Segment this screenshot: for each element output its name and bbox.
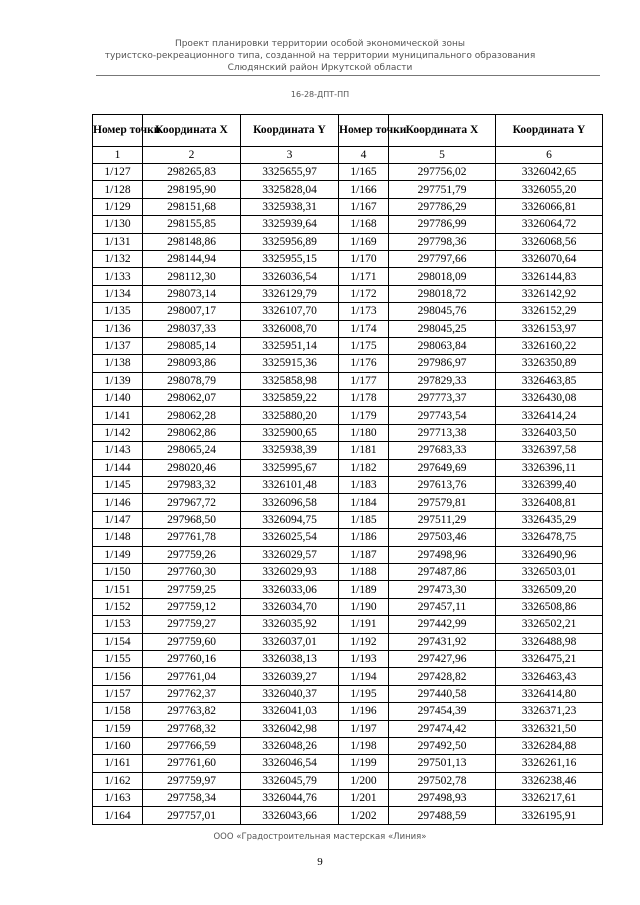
cell-coordinate-y: 3326096,58 — [241, 494, 339, 511]
table-row — [93, 546, 603, 563]
cell-coordinate-y: 3326397,58 — [496, 442, 603, 459]
table-row — [93, 216, 603, 233]
cell-coordinate-x: 297761,04 — [143, 668, 241, 685]
cell-coordinate-x: 297613,76 — [389, 477, 496, 494]
table-row — [93, 494, 603, 511]
cell-coordinate-x: 298144,94 — [143, 250, 241, 267]
cell-point-number: 1/176 — [339, 355, 389, 372]
table-row — [93, 511, 603, 528]
cell-point-number: 1/168 — [339, 216, 389, 233]
header-point-number: Номер точки — [339, 115, 389, 147]
cell-coordinate-x: 298045,25 — [389, 320, 496, 337]
cell-coordinate-y: 3326042,98 — [241, 720, 339, 737]
cell-coordinate-y: 3325915,36 — [241, 355, 339, 372]
cell-coordinate-y: 3326039,27 — [241, 668, 339, 685]
cell-coordinate-y: 3326475,21 — [496, 650, 603, 667]
cell-point-number: 1/137 — [93, 337, 143, 354]
cell-coordinate-y: 3326034,70 — [241, 598, 339, 615]
cell-coordinate-x: 297762,37 — [143, 685, 241, 702]
header-divider — [96, 75, 600, 76]
cell-coordinate-x: 297487,86 — [389, 563, 496, 580]
cell-point-number: 1/181 — [339, 442, 389, 459]
cell-coordinate-x: 297797,66 — [389, 250, 496, 267]
cell-point-number: 1/198 — [339, 737, 389, 754]
cell-coordinate-y: 3326040,37 — [241, 685, 339, 702]
cell-point-number: 1/143 — [93, 442, 143, 459]
cell-coordinate-y: 3326408,81 — [496, 494, 603, 511]
cell-point-number: 1/189 — [339, 581, 389, 598]
table-row — [93, 181, 603, 198]
table-row — [93, 459, 603, 476]
column-number-row — [93, 147, 603, 164]
cell-point-number: 1/155 — [93, 650, 143, 667]
cell-point-number: 1/192 — [339, 633, 389, 650]
cell-coordinate-x: 297968,50 — [143, 511, 241, 528]
coordinates-table — [92, 114, 603, 825]
cell-point-number: 1/154 — [93, 633, 143, 650]
cell-coordinate-y: 3326043,66 — [241, 807, 339, 824]
cell-coordinate-x: 297760,30 — [143, 563, 241, 580]
cell-point-number: 1/136 — [93, 320, 143, 337]
cell-coordinate-y: 3326261,16 — [496, 755, 603, 772]
cell-coordinate-x: 298148,86 — [143, 233, 241, 250]
cell-coordinate-x: 297713,38 — [389, 424, 496, 441]
cell-coordinate-y: 3325858,98 — [241, 372, 339, 389]
cell-point-number: 1/146 — [93, 494, 143, 511]
cell-coordinate-y: 3325655,97 — [241, 164, 339, 181]
cell-coordinate-y: 3326068,56 — [496, 233, 603, 250]
cell-point-number: 1/180 — [339, 424, 389, 441]
cell-point-number: 1/171 — [339, 268, 389, 285]
cell-coordinate-y: 3326509,20 — [496, 581, 603, 598]
header-line-2: туристско-рекреационного типа, созданной на территории муниципального образования — [104, 51, 536, 61]
cell-point-number: 1/183 — [339, 477, 389, 494]
cell-point-number: 1/175 — [339, 337, 389, 354]
cell-coordinate-y: 3326238,46 — [496, 772, 603, 789]
cell-point-number: 1/166 — [339, 181, 389, 198]
cell-point-number: 1/131 — [93, 233, 143, 250]
cell-point-number: 1/128 — [93, 181, 143, 198]
cell-point-number: 1/165 — [339, 164, 389, 181]
cell-point-number: 1/158 — [93, 703, 143, 720]
cell-coordinate-x: 298093,86 — [143, 355, 241, 372]
cell-point-number: 1/164 — [93, 807, 143, 824]
cell-coordinate-y: 3326321,50 — [496, 720, 603, 737]
cell-coordinate-y: 3326430,08 — [496, 390, 603, 407]
column-number: 5 — [389, 147, 496, 164]
cell-coordinate-x: 297751,79 — [389, 181, 496, 198]
cell-coordinate-x: 298045,76 — [389, 303, 496, 320]
header-point-number: Номер точки — [93, 115, 143, 147]
cell-coordinate-y: 3326478,75 — [496, 529, 603, 546]
cell-point-number: 1/145 — [93, 477, 143, 494]
cell-point-number: 1/169 — [339, 233, 389, 250]
cell-coordinate-y: 3326488,98 — [496, 633, 603, 650]
cell-coordinate-x: 297474,42 — [389, 720, 496, 737]
cell-coordinate-y: 3326144,83 — [496, 268, 603, 285]
cell-point-number: 1/200 — [339, 772, 389, 789]
cell-coordinate-y: 3326399,40 — [496, 477, 603, 494]
cell-point-number: 1/178 — [339, 390, 389, 407]
table-row — [93, 390, 603, 407]
cell-point-number: 1/188 — [339, 563, 389, 580]
cell-coordinate-x: 297427,96 — [389, 650, 496, 667]
cell-coordinate-y: 3326044,76 — [241, 790, 339, 807]
cell-coordinate-y: 3326048,26 — [241, 737, 339, 754]
cell-coordinate-y: 3326025,54 — [241, 529, 339, 546]
header-coordinate-y: Координата Y — [496, 115, 603, 147]
cell-point-number: 1/199 — [339, 755, 389, 772]
header-coordinate-x: Координата X — [143, 115, 241, 147]
table-row — [93, 337, 603, 354]
cell-coordinate-y: 3326055,20 — [496, 181, 603, 198]
cell-point-number: 1/140 — [93, 390, 143, 407]
cell-coordinate-y: 3326435,29 — [496, 511, 603, 528]
column-number: 3 — [241, 147, 339, 164]
cell-coordinate-x: 297498,93 — [389, 790, 496, 807]
table-row — [93, 737, 603, 754]
cell-coordinate-x: 298018,09 — [389, 268, 496, 285]
cell-point-number: 1/177 — [339, 372, 389, 389]
cell-coordinate-y: 3326403,50 — [496, 424, 603, 441]
cell-coordinate-x: 297786,29 — [389, 198, 496, 215]
header-line-3: Слюдянский район Иркутской области — [227, 63, 413, 73]
cell-coordinate-y: 3325828,04 — [241, 181, 339, 198]
cell-coordinate-y: 3325995,67 — [241, 459, 339, 476]
cell-point-number: 1/150 — [93, 563, 143, 580]
cell-point-number: 1/151 — [93, 581, 143, 598]
cell-point-number: 1/174 — [339, 320, 389, 337]
cell-coordinate-y: 3326070,64 — [496, 250, 603, 267]
cell-coordinate-x: 297773,37 — [389, 390, 496, 407]
cell-point-number: 1/167 — [339, 198, 389, 215]
table-row — [93, 598, 603, 615]
cell-coordinate-x: 297757,01 — [143, 807, 241, 824]
cell-coordinate-y: 3326284,88 — [496, 737, 603, 754]
cell-point-number: 1/141 — [93, 407, 143, 424]
header-coordinate-y: Координата Y — [241, 115, 339, 147]
cell-coordinate-x: 297760,16 — [143, 650, 241, 667]
table-row — [93, 755, 603, 772]
cell-coordinate-x: 297759,25 — [143, 581, 241, 598]
table-row — [93, 616, 603, 633]
cell-coordinate-x: 298265,83 — [143, 164, 241, 181]
cell-coordinate-x: 297428,82 — [389, 668, 496, 685]
cell-coordinate-x: 298155,85 — [143, 216, 241, 233]
cell-point-number: 1/187 — [339, 546, 389, 563]
cell-coordinate-x: 298007,17 — [143, 303, 241, 320]
table-row — [93, 355, 603, 372]
cell-point-number: 1/133 — [93, 268, 143, 285]
cell-coordinate-y: 3326036,54 — [241, 268, 339, 285]
cell-point-number: 1/149 — [93, 546, 143, 563]
table-body — [93, 164, 603, 825]
cell-coordinate-x: 297759,27 — [143, 616, 241, 633]
cell-coordinate-x: 297502,78 — [389, 772, 496, 789]
header-line-1: Проект планировки территории особой экономической зоны — [174, 39, 466, 49]
cell-point-number: 1/172 — [339, 285, 389, 302]
cell-point-number: 1/202 — [339, 807, 389, 824]
cell-point-number: 1/153 — [93, 616, 143, 633]
table-row — [93, 198, 603, 215]
cell-coordinate-x: 297983,32 — [143, 477, 241, 494]
cell-coordinate-y: 3326037,01 — [241, 633, 339, 650]
header-coordinate-x: Координата X — [389, 115, 496, 147]
cell-coordinate-x: 297829,33 — [389, 372, 496, 389]
cell-coordinate-x: 297431,92 — [389, 633, 496, 650]
cell-point-number: 1/144 — [93, 459, 143, 476]
cell-coordinate-y: 3326066,81 — [496, 198, 603, 215]
cell-point-number: 1/179 — [339, 407, 389, 424]
table-row — [93, 720, 603, 737]
table-row — [93, 424, 603, 441]
cell-coordinate-y: 3326503,01 — [496, 563, 603, 580]
cell-coordinate-y: 3326463,43 — [496, 668, 603, 685]
table-row — [93, 807, 603, 824]
cell-coordinate-y: 3326064,72 — [496, 216, 603, 233]
cell-coordinate-x: 297649,69 — [389, 459, 496, 476]
cell-coordinate-y: 3325880,20 — [241, 407, 339, 424]
cell-coordinate-x: 297683,33 — [389, 442, 496, 459]
cell-point-number: 1/162 — [93, 772, 143, 789]
cell-point-number: 1/191 — [339, 616, 389, 633]
cell-point-number: 1/186 — [339, 529, 389, 546]
cell-coordinate-x: 297473,30 — [389, 581, 496, 598]
cell-coordinate-y: 3326035,92 — [241, 616, 339, 633]
table-row — [93, 372, 603, 389]
cell-coordinate-y: 3325955,15 — [241, 250, 339, 267]
cell-coordinate-x: 297759,12 — [143, 598, 241, 615]
cell-point-number: 1/156 — [93, 668, 143, 685]
table-row — [93, 268, 603, 285]
cell-coordinate-x: 297761,78 — [143, 529, 241, 546]
cell-point-number: 1/173 — [339, 303, 389, 320]
footer-company: ООО «Градостроительная мастерская «Линия» — [213, 832, 427, 842]
cell-point-number: 1/152 — [93, 598, 143, 615]
table-row — [93, 633, 603, 650]
cell-point-number: 1/135 — [93, 303, 143, 320]
cell-coordinate-x: 297756,02 — [389, 164, 496, 181]
cell-coordinate-x: 297743,54 — [389, 407, 496, 424]
table-row — [93, 668, 603, 685]
table-row — [93, 407, 603, 424]
page-number: 9 — [317, 856, 323, 868]
cell-coordinate-y: 3326046,54 — [241, 755, 339, 772]
table-row — [93, 563, 603, 580]
cell-point-number: 1/196 — [339, 703, 389, 720]
cell-coordinate-y: 3326160,22 — [496, 337, 603, 354]
table-row — [93, 529, 603, 546]
cell-coordinate-x: 297798,36 — [389, 233, 496, 250]
cell-coordinate-y: 3326396,11 — [496, 459, 603, 476]
cell-coordinate-x: 297498,96 — [389, 546, 496, 563]
column-number: 2 — [143, 147, 241, 164]
cell-point-number: 1/147 — [93, 511, 143, 528]
cell-point-number: 1/157 — [93, 685, 143, 702]
cell-point-number: 1/139 — [93, 372, 143, 389]
cell-point-number: 1/170 — [339, 250, 389, 267]
cell-coordinate-x: 297761,60 — [143, 755, 241, 772]
cell-coordinate-y: 3326107,70 — [241, 303, 339, 320]
cell-coordinate-x: 297488,59 — [389, 807, 496, 824]
cell-coordinate-y: 3326045,79 — [241, 772, 339, 789]
table-row — [93, 233, 603, 250]
cell-coordinate-x: 297786,99 — [389, 216, 496, 233]
cell-coordinate-y: 3326195,91 — [496, 807, 603, 824]
cell-coordinate-y: 3326153,97 — [496, 320, 603, 337]
cell-coordinate-y: 3326033,06 — [241, 581, 339, 598]
table-row — [93, 581, 603, 598]
cell-coordinate-y: 3326038,13 — [241, 650, 339, 667]
table-row — [93, 164, 603, 181]
cell-coordinate-y: 3326008,70 — [241, 320, 339, 337]
cell-coordinate-x: 297759,60 — [143, 633, 241, 650]
cell-coordinate-x: 297454,39 — [389, 703, 496, 720]
cell-coordinate-x: 297492,50 — [389, 737, 496, 754]
cell-point-number: 1/161 — [93, 755, 143, 772]
cell-coordinate-y: 3326414,24 — [496, 407, 603, 424]
cell-point-number: 1/159 — [93, 720, 143, 737]
table-row — [93, 685, 603, 702]
table-row — [93, 303, 603, 320]
cell-point-number: 1/195 — [339, 685, 389, 702]
column-number: 4 — [339, 147, 389, 164]
cell-coordinate-x: 298065,24 — [143, 442, 241, 459]
cell-coordinate-x: 298062,28 — [143, 407, 241, 424]
cell-coordinate-y: 3326414,80 — [496, 685, 603, 702]
cell-coordinate-x: 297457,11 — [389, 598, 496, 615]
cell-point-number: 1/134 — [93, 285, 143, 302]
cell-coordinate-y: 3326152,29 — [496, 303, 603, 320]
cell-point-number: 1/163 — [93, 790, 143, 807]
cell-coordinate-x: 297758,34 — [143, 790, 241, 807]
table-row — [93, 703, 603, 720]
cell-point-number: 1/132 — [93, 250, 143, 267]
cell-coordinate-x: 298062,07 — [143, 390, 241, 407]
cell-coordinate-x: 297766,59 — [143, 737, 241, 754]
cell-point-number: 1/201 — [339, 790, 389, 807]
table-row — [93, 285, 603, 302]
table-row — [93, 320, 603, 337]
cell-point-number: 1/130 — [93, 216, 143, 233]
cell-coordinate-x: 297759,26 — [143, 546, 241, 563]
cell-coordinate-y: 3326029,57 — [241, 546, 339, 563]
cell-coordinate-x: 297763,82 — [143, 703, 241, 720]
table-row — [93, 250, 603, 267]
table-row — [93, 650, 603, 667]
cell-point-number: 1/184 — [339, 494, 389, 511]
cell-coordinate-x: 298151,68 — [143, 198, 241, 215]
cell-coordinate-x: 298062,86 — [143, 424, 241, 441]
cell-coordinate-x: 297579,81 — [389, 494, 496, 511]
cell-coordinate-y: 3326129,79 — [241, 285, 339, 302]
cell-coordinate-y: 3326042,65 — [496, 164, 603, 181]
cell-coordinate-y: 3326142,92 — [496, 285, 603, 302]
cell-coordinate-x: 297967,72 — [143, 494, 241, 511]
table-row — [93, 772, 603, 789]
cell-coordinate-y: 3325900,65 — [241, 424, 339, 441]
cell-point-number: 1/129 — [93, 198, 143, 215]
cell-coordinate-y: 3326350,89 — [496, 355, 603, 372]
cell-coordinate-x: 298037,33 — [143, 320, 241, 337]
cell-coordinate-y: 3325938,39 — [241, 442, 339, 459]
cell-coordinate-y: 3325951,14 — [241, 337, 339, 354]
cell-coordinate-y: 3326371,23 — [496, 703, 603, 720]
cell-coordinate-x: 298085,14 — [143, 337, 241, 354]
cell-coordinate-x: 297501,13 — [389, 755, 496, 772]
cell-point-number: 1/138 — [93, 355, 143, 372]
cell-coordinate-y: 3326041,03 — [241, 703, 339, 720]
cell-coordinate-x: 298112,30 — [143, 268, 241, 285]
cell-coordinate-y: 3326101,48 — [241, 477, 339, 494]
cell-coordinate-y: 3325939,64 — [241, 216, 339, 233]
cell-coordinate-y: 3326463,85 — [496, 372, 603, 389]
column-number: 6 — [496, 147, 603, 164]
cell-coordinate-x: 297986,97 — [389, 355, 496, 372]
cell-point-number: 1/193 — [339, 650, 389, 667]
cell-coordinate-x: 297511,29 — [389, 511, 496, 528]
table-row — [93, 790, 603, 807]
cell-point-number: 1/148 — [93, 529, 143, 546]
cell-coordinate-x: 298063,84 — [389, 337, 496, 354]
cell-coordinate-x: 298073,14 — [143, 285, 241, 302]
cell-point-number: 1/190 — [339, 598, 389, 615]
cell-coordinate-y: 3326217,61 — [496, 790, 603, 807]
cell-point-number: 1/160 — [93, 737, 143, 754]
cell-point-number: 1/127 — [93, 164, 143, 181]
table-row — [93, 477, 603, 494]
cell-coordinate-x: 297759,97 — [143, 772, 241, 789]
cell-coordinate-x: 298020,46 — [143, 459, 241, 476]
cell-coordinate-y: 3326029,93 — [241, 563, 339, 580]
cell-point-number: 1/182 — [339, 459, 389, 476]
cell-coordinate-y: 3326502,21 — [496, 616, 603, 633]
cell-coordinate-x: 297503,46 — [389, 529, 496, 546]
cell-coordinate-x: 298195,90 — [143, 181, 241, 198]
cell-coordinate-x: 297440,58 — [389, 685, 496, 702]
cell-coordinate-x: 297442,99 — [389, 616, 496, 633]
cell-coordinate-x: 297768,32 — [143, 720, 241, 737]
cell-coordinate-y: 3326490,96 — [496, 546, 603, 563]
cell-coordinate-y: 3325859,22 — [241, 390, 339, 407]
cell-point-number: 1/142 — [93, 424, 143, 441]
cell-coordinate-y: 3325938,31 — [241, 198, 339, 215]
cell-point-number: 1/185 — [339, 511, 389, 528]
table-header-row — [93, 115, 603, 147]
document-code: 16-28-ДПТ-ПП — [290, 90, 350, 99]
cell-coordinate-x: 298018,72 — [389, 285, 496, 302]
cell-point-number: 1/194 — [339, 668, 389, 685]
cell-coordinate-x: 298078,79 — [143, 372, 241, 389]
table-row — [93, 442, 603, 459]
cell-coordinate-y: 3325956,89 — [241, 233, 339, 250]
cell-point-number: 1/197 — [339, 720, 389, 737]
cell-coordinate-y: 3326094,75 — [241, 511, 339, 528]
cell-coordinate-y: 3326508,86 — [496, 598, 603, 615]
column-number: 1 — [93, 147, 143, 164]
